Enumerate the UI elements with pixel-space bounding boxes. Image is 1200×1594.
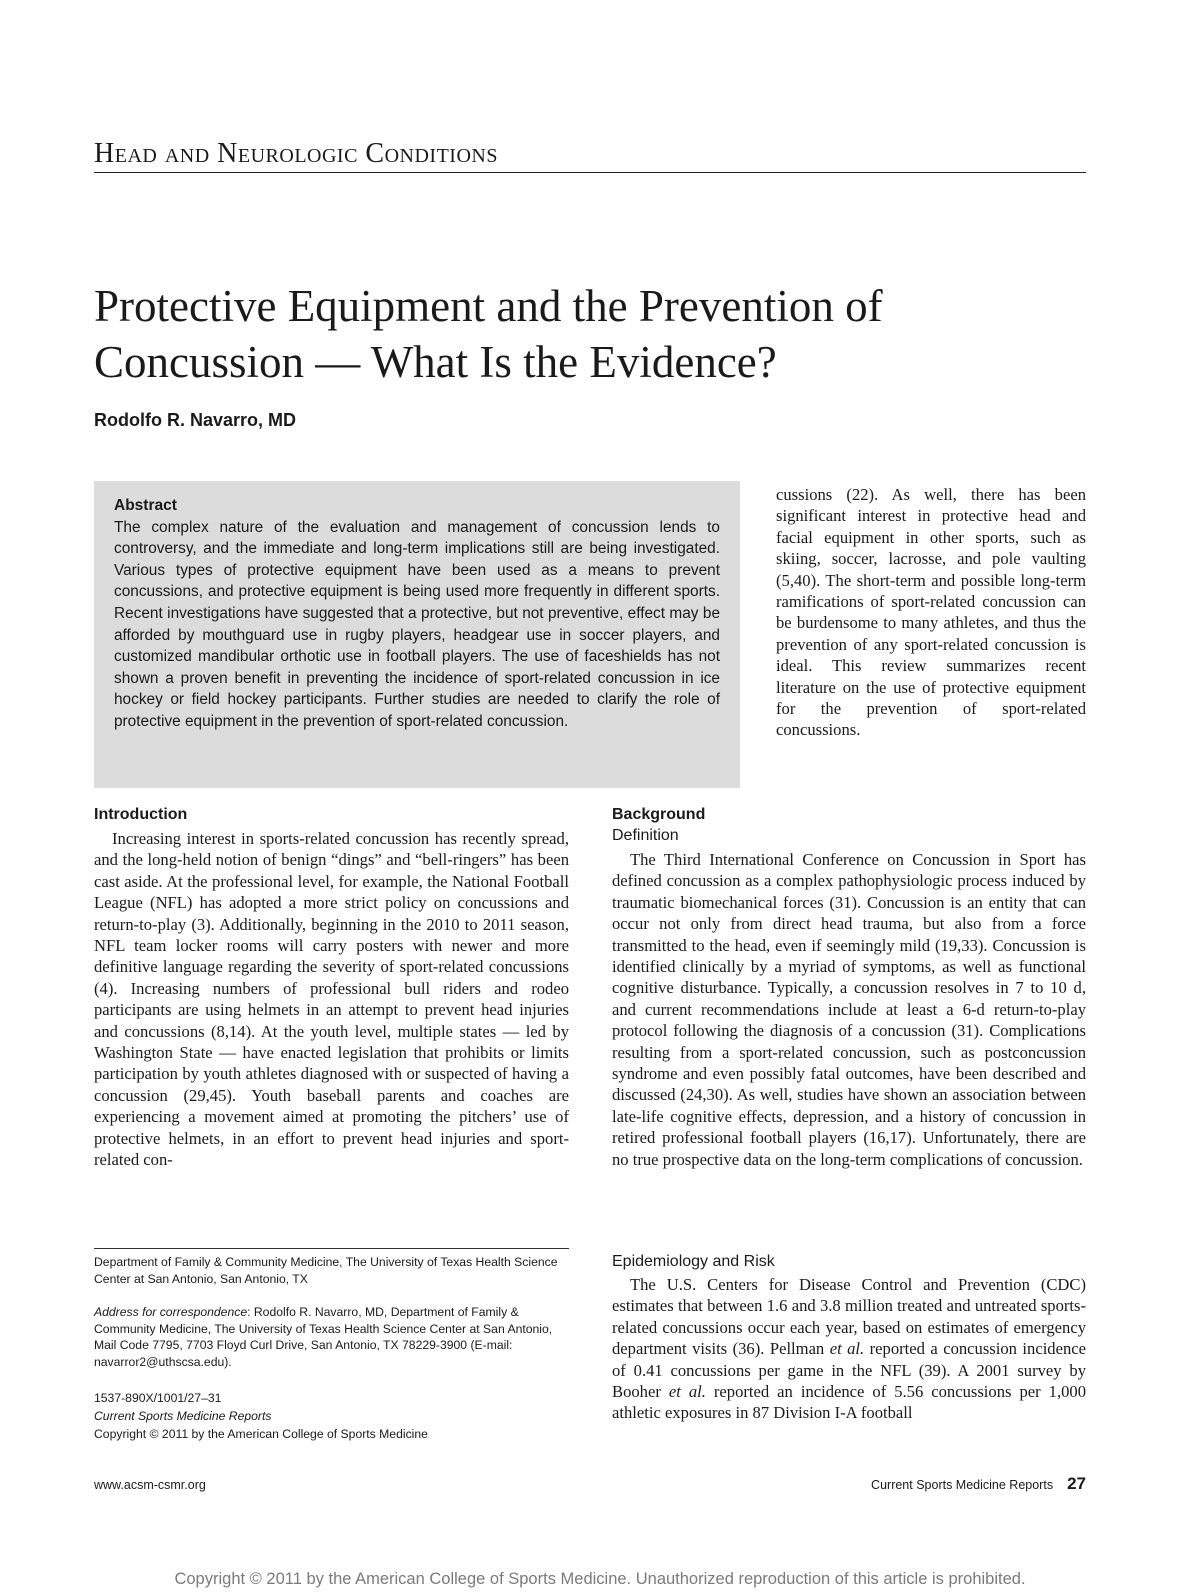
footnote-copyright: Copyright © 2011 by the American College of Sports Medicine (94, 1427, 428, 1441)
epi-text-3: reported an incidence of 5.56 concussions per 1,000 athletic exposures in 87 Division I-A football (612, 1382, 1086, 1423)
footer-url: www.acsm-csmr.org (94, 1478, 206, 1492)
address-label: Address for correspondence (94, 1305, 248, 1319)
epi-text-2: reported a concussion incidence of 0.41 concussions per game in the NFL (39). A 2001 survey by Booher (612, 1339, 1086, 1402)
footnote-issn: 1537-890X/1001/27–31 (94, 1391, 222, 1405)
address-text: : Rodolfo R. Navarro, MD, Department of Family & Community Medicine, The University of Texas Health Science Center at San Antonio, Mail Code 7795, 7703 Floyd Curl Drive, San Antonio, TX 78229-3900 (E-mail: navarror2@uthscsa.edu). (94, 1305, 553, 1369)
introduction-heading: Introduction (94, 806, 188, 823)
footnote-divider (94, 1248, 569, 1249)
abstract-body: The complex nature of the evaluation and management of concussion lends to controversy, and the immediate and long-term implications still are being investigated. Various types of protective equipment have been used as a means to prevent concussions, and protective equipment is being used more frequently in different sports. Recent investigations have suggested that a protective, but not preventive, effect may be afforded by mouthguard use in rugby players, headgear use in soccer players, and customized mandibular orthotic use in football players. The use of faceshields has not shown a proven benefit in preventing the incidence of sport-related concussion in ice hockey or field hockey participants. Further studies are needed to clarify the role of protective equipment in the prevention of sport-related concussion. (114, 518, 720, 730)
footnote-affiliation: Department of Family & Community Medicine, The University of Texas Health Science Center at San Antonio, San Antonio, TX (94, 1255, 558, 1286)
footnote-journal: Current Sports Medicine Reports (94, 1409, 272, 1423)
right-top-text: cussions (22). As well, there has been significant interest in protective head and facial equipment in other sports, such as skiing, soccer, lacrosse, and pole vaulting (5,40). The short-term and possible long-term ramifications of sport-related concussion can be burdensome to many athletes, and thus the prevention of any sport-related concussion is ideal. This review summarizes recent literature on the use of protective equipment for the prevention of sport-related concussions. (776, 485, 1086, 740)
page-number: 27 (1067, 1474, 1086, 1493)
epidemiology-heading: Epidemiology and Risk (612, 1253, 775, 1270)
definition-heading: Definition (612, 827, 679, 844)
title-line-2: Concussion — What Is the Evidence? (94, 337, 777, 387)
author: Rodolfo R. Navarro, MD (94, 410, 297, 430)
footer-journal: Current Sports Medicine Reports (871, 1478, 1054, 1492)
section-header: Head and Neurologic Conditions (94, 138, 1086, 173)
epi-text-1: The U.S. Centers for Disease Control and Prevention (CDC) estimates that between 1.6 and 3.8 million treated and untreated sports-related concussions occur each year, based on estimates of emergency department visits (36). Pellman (612, 1275, 1086, 1359)
article-title (94, 278, 1094, 390)
epidemiology-text (612, 1274, 1086, 1424)
background-heading: Background (612, 806, 706, 823)
epi-etal-2: et al. (668, 1382, 706, 1402)
epi-etal-1: et al. (829, 1339, 865, 1359)
copyright-banner: Copyright © 2011 by the American College of Sports Medicine. Unauthorized reproduction of this article is prohibited. (174, 1570, 1026, 1588)
definition-body (612, 849, 1086, 1170)
title-line-1: Protective Equipment and the Prevention of (94, 281, 883, 331)
footer-journal-page (871, 1474, 1086, 1494)
footnote-address (94, 1304, 569, 1370)
epidemiology-body (612, 1274, 1086, 1424)
definition-text: The Third International Conference on Concussion in Sport has defined concussion as a complex pathophysiologic process induced by traumatic biomechanical forces (31). Concussion is an entity that can occur not only from direct head trauma, but also from a force transmitted to the head, even if seemingly mild (19,33). Concussion is identified clinically by a myriad of symptoms, as well as functional cognitive disturbance. Typically, a concussion resolves in 7 to 10 d, and current recommendations include at least a 6-d return-to-play protocol following the diagnosis of a concussion (31). Complications resulting from a sport-related concussion, such as postconcussion syndrome and even possibly fatal outcomes, have been described and discussed (24,30). As well, studies have shown an association between late-life cognitive effects, depression, and a history of concussion in retired professional football players (16,17). Unfortunately, there are no true prospective data on the long-term complications of concussion. (612, 850, 1086, 1169)
introduction-text: Increasing interest in sports-related concussion has recently spread, and the long-held notion of benign “dings” and “bell-ringers” has been cast aside. At the professional level, for example, the National Football League (NFL) has adopted a more strict policy on concussions and return-to-play (3). Additionally, beginning in the 2010 to 2011 season, NFL team locker rooms will carry posters with newer and more definitive language regarding the severity of sport-related concussions (4). Increasing numbers of professional bull riders and rodeo participants are using helmets in an attempt to prevent head injuries and concussions (8,14). At the youth level, multiple states — led by Washington State — have enacted legislation that prohibits or limits participation by youth athletes diagnosed with or suspected of having a concussion (29,45). Youth baseball parents and coaches are experiencing a movement aimed at promoting the pitchers’ use of protective helmets, in an effort to prevent head injuries and sport-related con- (94, 829, 569, 1170)
abstract-heading: Abstract (114, 497, 177, 514)
introduction-body (94, 828, 569, 1171)
abstract-box (94, 481, 740, 788)
right-column-top (776, 484, 1086, 741)
